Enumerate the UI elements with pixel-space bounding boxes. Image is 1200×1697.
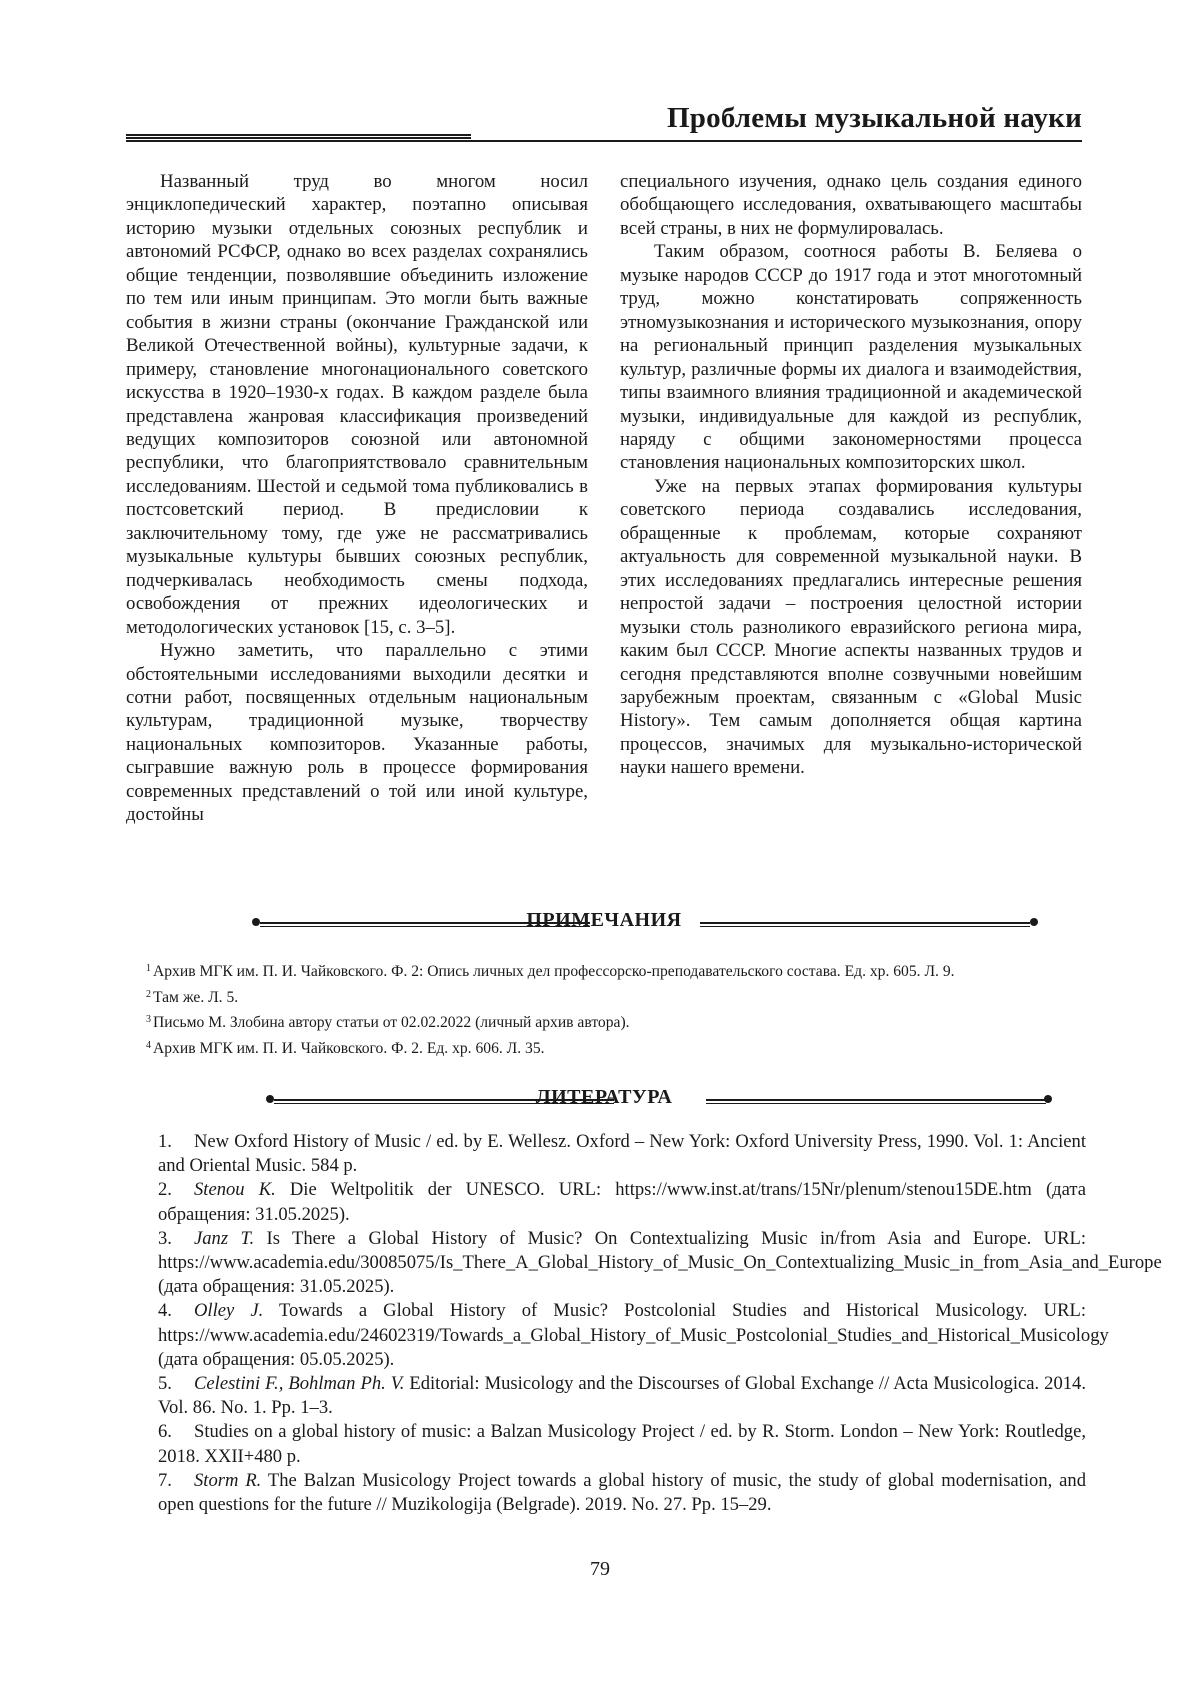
paragraph: Таким образом, соотнося работы В. Беляева о музыке народов СССР до 1917 года и этот многотомный труд, можно констатировать сопряженность этномузыкознания и исторического музыкознания, опору на региональный принцип разделения музыкальных культур, различные формы их диалога и взаимодействия, типы взаимного влияния традиционной и академической музыки, индивидуальные для каждой из республик, наряду с общими закономерностями процесса становления национальных композиторских школ. [620, 241, 1082, 474]
references-heading [126, 1085, 1082, 1115]
note-number: 2 [146, 988, 151, 1000]
ornament-dot [1030, 918, 1038, 926]
reference-number: 4. [158, 1300, 172, 1322]
note-item [146, 1035, 1088, 1061]
note-item [146, 1009, 1088, 1035]
notes-list [146, 958, 1088, 1060]
reference-number: 6. [158, 1421, 172, 1443]
note-text: Там же. Л. 5. [153, 988, 239, 1006]
reference-number: 7. [158, 1469, 172, 1491]
reference-item [158, 1469, 1086, 1517]
reference-text: Is There a Global History of Music? On Contextualizing Music in/from Asia and Europe. URL: https://www.academia.edu/30085075/Is_There_A_Global_History_of_Music_On_Contextualizing_Music_in_from_Asia_and_Europe (дата обращения: 31.05.2025). [158, 1227, 1162, 1298]
reference-item [158, 1130, 1086, 1178]
reference-text: Studies on a global history of music: a Balzan Musicology Project / ed. by R. Storm. London – New York: Routledge, 2018. XXII+480 p. [158, 1421, 1086, 1467]
note-text: Письмо М. Злобина автору статьи от 02.02.2022 (личный архив автора). [153, 1014, 630, 1031]
reference-item [158, 1372, 1086, 1420]
reference-item [158, 1227, 1162, 1300]
header-rule-decoration-2 [126, 137, 471, 139]
paragraph: Названный труд во многом носил энциклопедический характер, поэтапно описывая историю музыки отдельных союзных республик и автономий РСФСР, однако во всех разделах сохранялись общие тенденции, позволявшие объединить изложение по тем или иным принципам. Это могли быть важные события в жизни страны (окончание Гражданской или Великой Отечественной войны), культурные задачи, к примеру, становление многонационального советского искусства в 1920–1930-х годах. В каждом разделе была представлена жанровая классификация произведений ведущих композиторов союзной или автономной республики, что благоприятствовало сравнительным исследованиям. Шестой и седьмой тома публиковались в постсоветский период. В предисловии к заключительному тому, где уже не рассматривались музыкальные культуры бывших союзных республик, подчеркивалась необходимость смены подхода, освобождения от прежних идеологических и методологических установок [15, с. 3–5]. [126, 171, 588, 638]
ornament-line [706, 1099, 1046, 1101]
reference-text: Towards a Global History of Music? Postcolonial Studies and Historical Musicology. URL: https://www.academia.edu/24602319/Towards_a_Global_History_of_Music_Postcolonial_Studies_and_Historical_Musicology (дата обращения: 05.05.2025). [158, 1300, 1109, 1370]
notes-heading-label: ПРИМЕЧАНИЯ [526, 909, 682, 931]
note-number: 1 [146, 963, 151, 974]
running-head [126, 96, 1082, 144]
paragraph: Уже на первых этапах формирования культуры советского периода создавались исследования, обращенные к проблемам, которые сохраняют актуальность для современной музыкальной науки. В этих исследованиях предлагались интересные решения непростой задачи – построения целостной истории музыки столь разноликого евразийского региона мира, каким был СССР. Многие аспекты названных трудов и сегодня представляются вполне созвучными новейшим зарубежным проектам, связанным с «Global Music History». Тем самым дополняется общая картина процессов, значимых для музыкально-исторической науки нашего времени. [620, 475, 1082, 779]
paragraph: специального изучения, однако цель создания единого обобщающего исследования, охватывающего масштабы всей страны, в них не формулировалась. [620, 171, 1082, 239]
note-text: Архив МГК им. П. И. Чайковского. Ф. 2: Опись личных дел профессорско-преподавательского состава. Ед. хр. 605. Л. 9. [153, 963, 955, 980]
note-number: 4 [146, 1039, 151, 1051]
note-number: 3 [146, 1014, 151, 1025]
reference-text: The Balzan Musicology Project towards a global history of music, the study of global modernisation, and open questions for the future // Muzikologija (Belgrade). 2019. No. 27. Pp. 15–29. [158, 1469, 1087, 1516]
page-number: 79 [590, 1558, 610, 1580]
header-rule [126, 140, 1082, 142]
journal-section-title: Проблемы музыкальной науки [667, 102, 1082, 134]
reference-text: Die Weltpolitik der UNESCO. URL: https://www.inst.at/trans/15Nr/plenum/stenou15DE.htm (дата обращения: 31.05.2025). [158, 1179, 1086, 1225]
reference-text: New Oxford History of Music / ed. by E. Wellesz. Oxford – New York: Oxford University Press, 1990. Vol. 1: Ancient and Oriental Music. 584 p. [158, 1131, 1086, 1177]
reference-author: Storm R. [194, 1469, 262, 1491]
reference-author: Janz T. [194, 1227, 255, 1249]
references-heading-label: ЛИТЕРАТУРА [535, 1086, 673, 1108]
references-list [158, 1130, 1162, 1517]
left-column [126, 170, 588, 827]
ornament-line [706, 1103, 1046, 1104]
reference-number: 2. [158, 1179, 172, 1201]
notes-heading [126, 908, 1082, 938]
reference-number: 3. [158, 1227, 172, 1249]
paragraph: Нужно заметить, что параллельно с этими обстоятельными исследованиями выходили десятки и сотни работ, посвященных отдельным национальным культурам, традиционной музыке, творчеству национальных композиторов. Указанные работы, сыгравшие важную роль в процессе формирования современных представлений о той или иной культуре, достойны [126, 640, 588, 826]
ornament-line [700, 922, 1030, 924]
body-columns [126, 170, 1082, 900]
reference-item [158, 1178, 1086, 1226]
reference-author: Stenou K. [194, 1179, 276, 1201]
reference-author: Celestini F., Bohlman Ph. V. [194, 1373, 405, 1395]
ornament-line [700, 926, 1030, 927]
reference-number: 1. [158, 1131, 172, 1152]
note-item [146, 984, 1088, 1010]
note-item [146, 958, 1088, 984]
reference-author: Olley J. [194, 1300, 264, 1322]
reference-item [158, 1420, 1086, 1468]
header-rule-decoration [126, 134, 471, 136]
note-text: Архив МГК им. П. И. Чайковского. Ф. 2. Ед. хр. 606. Л. 35. [153, 1039, 545, 1057]
reference-text: Editorial: Musicology and the Discourses of Global Exchange // Acta Musicologica. 2014. Vol. 86. No. 1. Pp. 1–3. [158, 1373, 1086, 1419]
ornament-dot [1044, 1095, 1052, 1103]
right-column [620, 170, 1082, 780]
reference-item [158, 1299, 1109, 1372]
reference-number: 5. [158, 1373, 172, 1395]
